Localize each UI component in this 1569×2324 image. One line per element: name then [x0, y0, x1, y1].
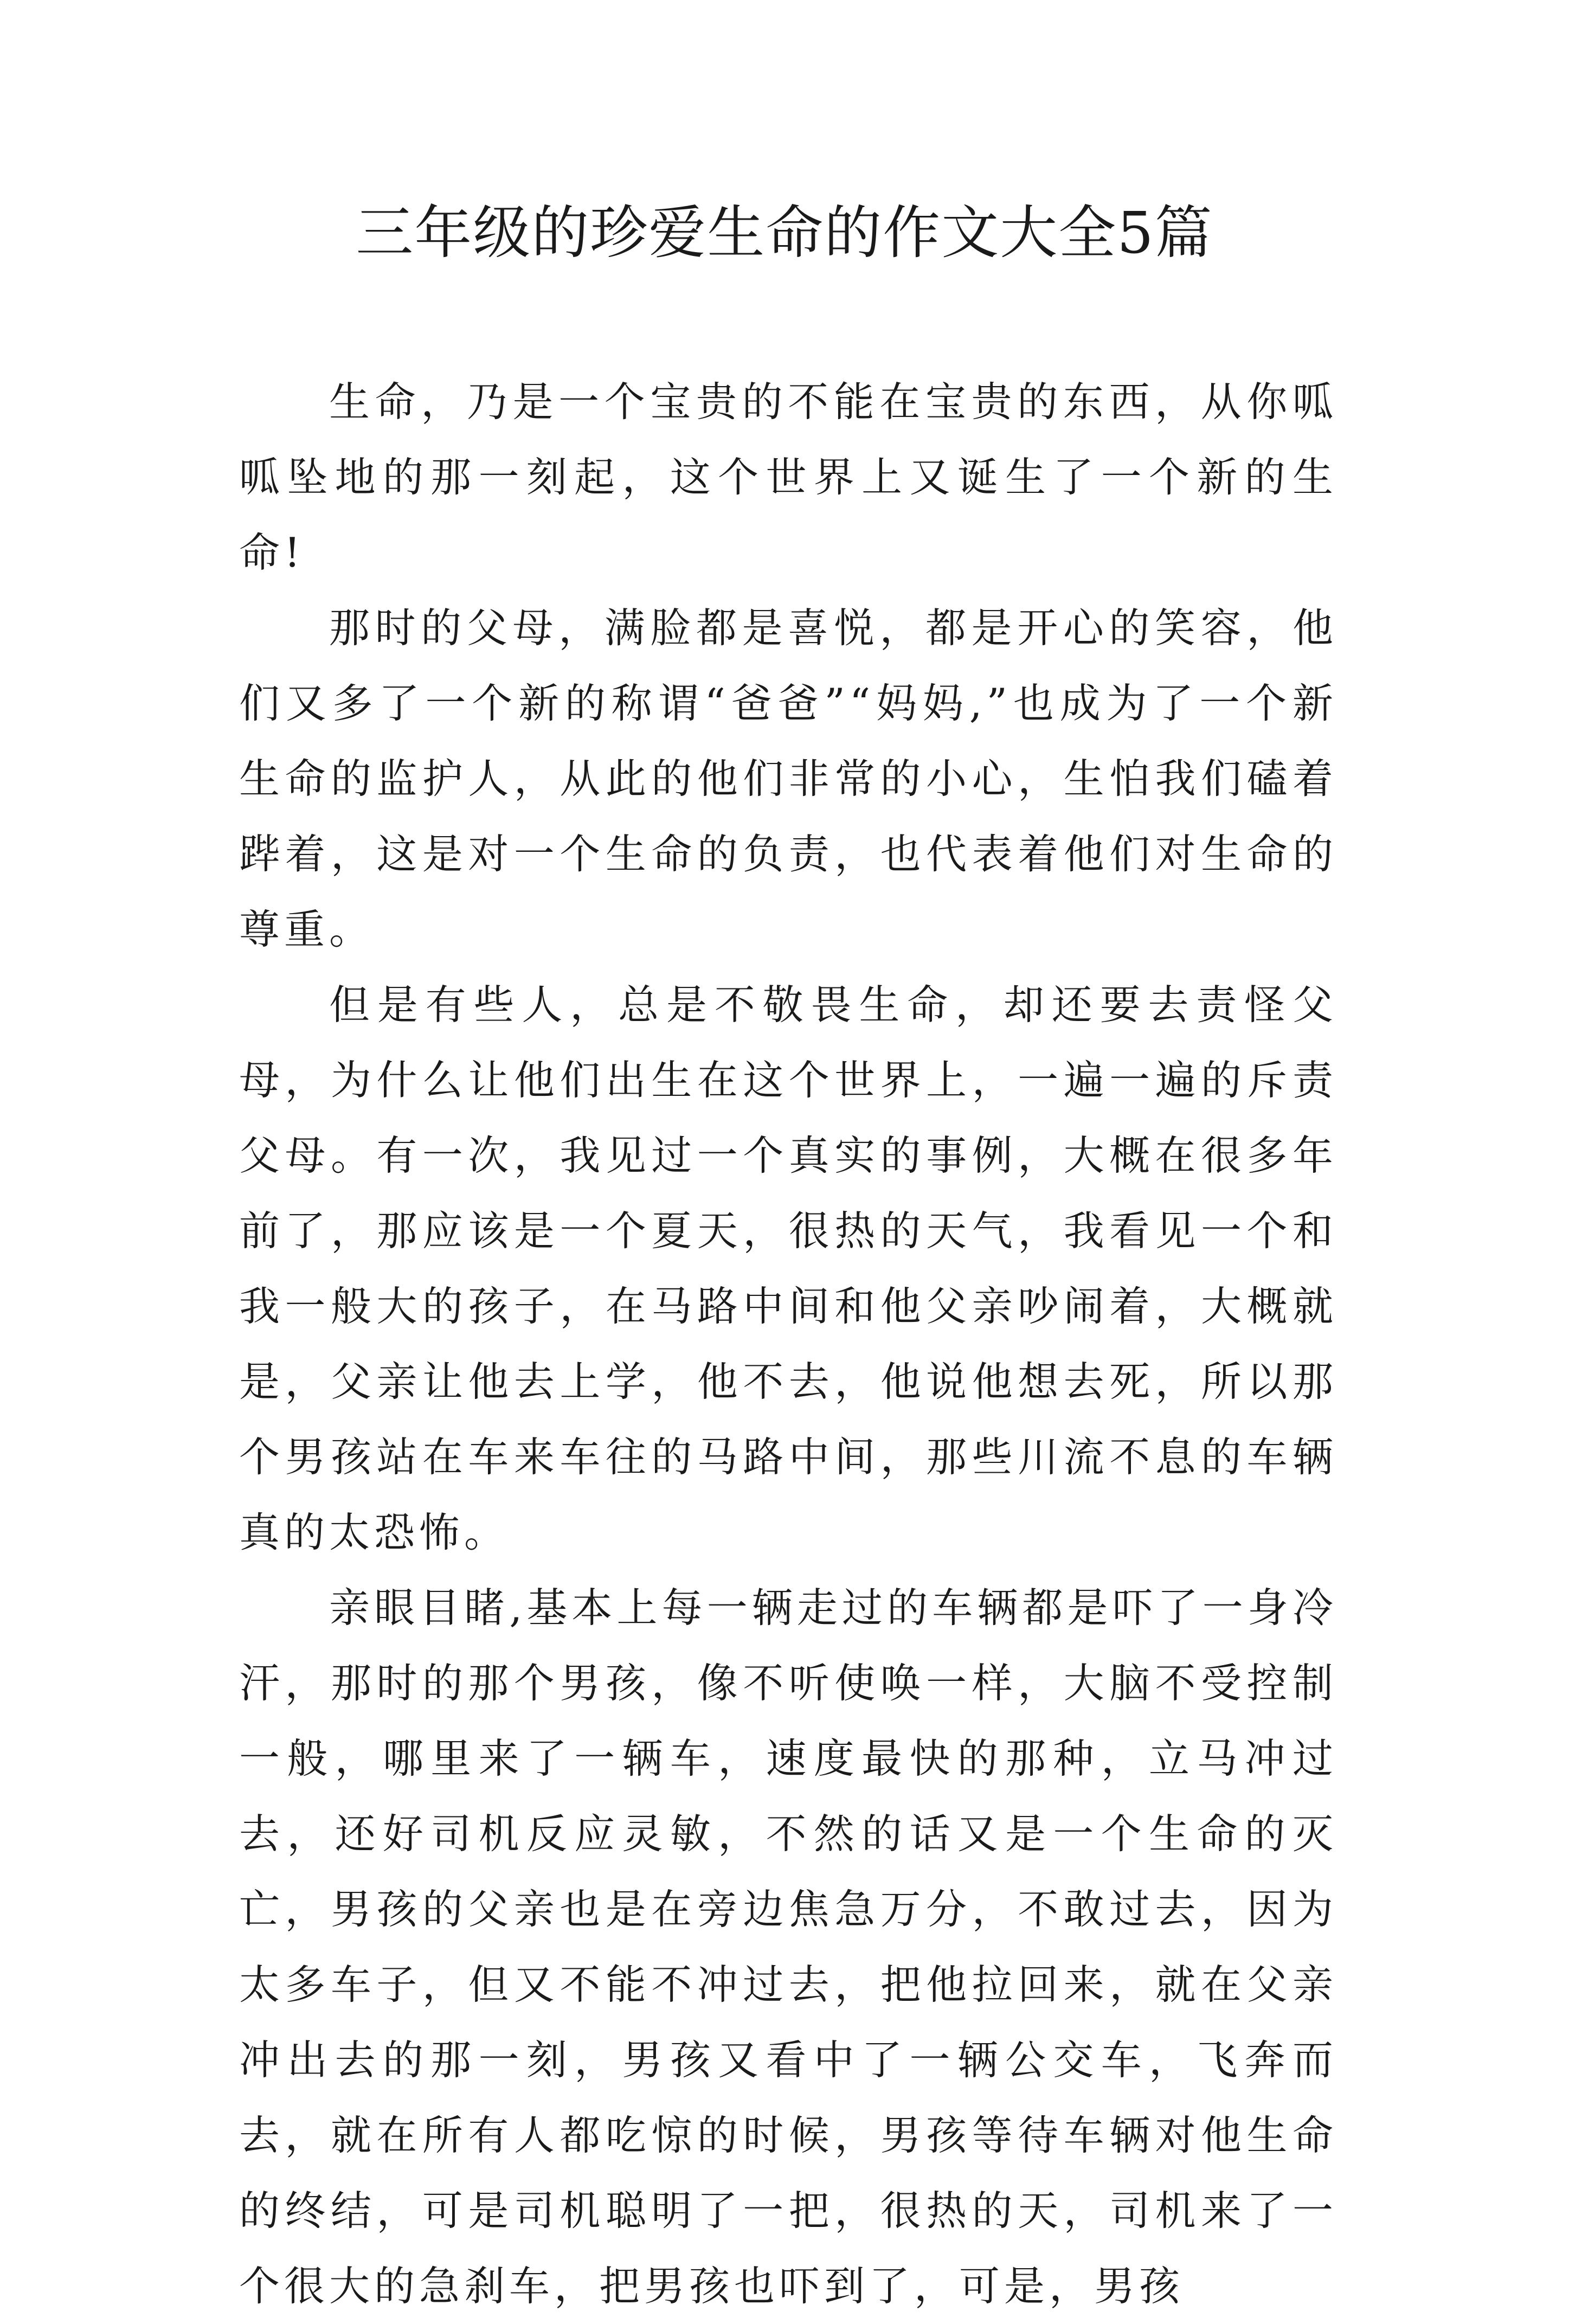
paragraph: 那时的父母，满脸都是喜悦，都是开心的笑容，他们又多了一个新的称谓“爸爸”“妈妈,”也成为了一个新生命的监护人，从此的他们非常的小心，生怕我们磕着跸着，这是对一个生命的负责，也代表着他们对生命的尊重。 [239, 604, 1337, 953]
document-title: 三年级的珍爱生命的作文大全5篇 [356, 200, 1213, 266]
paragraph: 但是有些人，总是不敬畏生命，却还要去责怪父母，为什么让他们出生在这个世界上，一遍一遍的斥责父母。有一次，我见过一个真实的事例，大概在很多年前了，那应该是一个夏天，很热的天气，我看见一个和我一般大的孩子，在马路中间和他父亲吵闹着，大概就是，父亲让他去上学，他不去，他说他想去死，所以那个男孩站在车来车往的马路中间，那些川流不息的车辆真的太恐怖。 [239, 981, 1337, 1556]
paragraph: 亲眼目睹,基本上每一辆走过的车辆都是吓了一身冷汗，那时的那个男孩，像不听使唤一样，大脑不受控制一般，哪里来了一辆车，速度最快的那种，立马冲过去，还好司机反应灵敏，不然的话又是一个生命的灭亡，男孩的父亲也是在旁边焦急万分，不敢过去，因为太多车子，但又不能不冲过去，把他拉回来，就在父亲冲出去的那一刻，男孩又看中了一辆公交车，飞奔而去，就在所有人都吃惊的时候，男孩等待车辆对他生命的终结，可是司机聪明了一把，很热的天，司机来了一个很大的急刹车，把男孩也吓到了，可是，男孩 [239, 1584, 1337, 2310]
paragraph: 生命，乃是一个宝贵的不能在宝贵的东西，从你呱呱坠地的那一刻起，这个世界上又诞生了一个新的生命! [239, 378, 1337, 576]
document-body [239, 364, 1337, 2324]
